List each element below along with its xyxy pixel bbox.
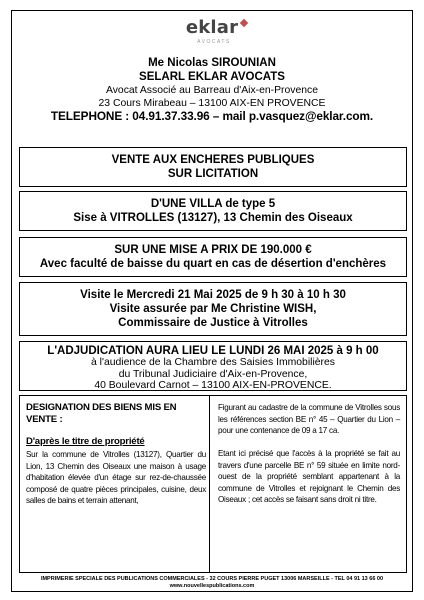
visit-box: [19, 282, 407, 336]
sale-type-line1: VENTE AUX ENCHERES PUBLIQUES: [111, 154, 315, 166]
property-designation: [19, 395, 407, 573]
property-line1: D'UNE VILLA de type 5: [150, 198, 276, 210]
contact-telephone-mail: TELEPHONE : 04.91.37.33.96 – mail p.vasquez@eklar.com.: [50, 109, 374, 123]
legal-notice-page: [11, 10, 413, 592]
sale-type-box: [19, 147, 407, 187]
logo-brand: eklar: [185, 17, 239, 38]
starting-price-line1: SUR UNE MISE A PRIX DE 190.000 €: [114, 244, 312, 256]
property-line2: Sise à VITROLLES (13127), 13 Chemin des Oiseaux: [73, 212, 353, 224]
visit-line1: Visite le Mercredi 21 Mai 2025 de 9 h 30 à 10 h 30: [80, 289, 346, 301]
adjudication-line1: L'ADJUDICATION AURA LIEU LE LUNDI 26 MAI 2025 à 9 h 00: [47, 345, 379, 357]
lawyer-name: Me Nicolas SIROUNIAN: [148, 57, 276, 69]
adjudication-line3: du Tribunal Judiciaire d'Aix-en-Provence,: [118, 368, 308, 380]
printer-website: www.nouvellespublications.com: [169, 583, 255, 589]
property-box: [19, 191, 407, 231]
cadastre-text: Figurant au cadastre de la commune de Vitrolles sous les références section BE n° 45 – Quartier du Lion – pour une contenance de 09 a 17 ca.: [218, 403, 400, 436]
starting-price-box: [19, 237, 407, 277]
visit-line2: Visite assurée par Me Christine WISH,: [109, 303, 317, 315]
logo-diamond-icon: [240, 19, 248, 27]
visit-line3: Commissaire de Justice à Vitrolles: [118, 317, 308, 329]
bar-affiliation: Avocat Associé au Barreau d'Aix-en-Provence: [105, 85, 319, 96]
designation-right-column: [210, 396, 406, 572]
firm-name: SELARL EKLAR AVOCATS: [139, 71, 285, 83]
logo-tagline: AVOCATS: [197, 39, 231, 45]
lawyer-header: [12, 11, 412, 141]
designation-subtitle: D'après le titre de propriété: [26, 436, 145, 447]
designation-left-column: [20, 396, 210, 572]
adjudication-line4: 40 Boulevard Carnot – 13100 AIX-EN-PROVENCE.: [94, 380, 332, 391]
firm-address: 23 Cours Mirabeau – 13100 AIX-EN PROVENCE: [98, 98, 326, 109]
sale-type-line2: SUR LICITATION: [167, 168, 259, 180]
eklar-logo: [12, 17, 412, 57]
adjudication-line2: à l'audience de la Chambre des Saisies Immobilières: [91, 357, 335, 368]
printer-footer: [12, 576, 412, 590]
designation-title: DESIGNATION DES BIENS MIS EN VENTE :: [26, 402, 177, 425]
designation-left-text: Sur la commune de Vitrolles (13127), Quartier du Lion, 13 Chemin des Oiseaux une maison à usage d'habitation élevée d'un étage sur rez-de-chaussée composé de quatre pièces principales, cuisine, deux salles de bains et terrain attenant,: [26, 450, 206, 506]
adjudication-box: [19, 341, 407, 391]
access-text: Etant ici précisé que l'accès à la propriété se fait au travers d'une parcelle BE n° 59 située en limite nord-ouest de la propriété semblant appartenant à la commune de Vitrolles et rejoignant le Chemin des Oiseaux ; cet accès se faisant sans droit ni titre.: [218, 449, 400, 505]
starting-price-line2: Avec faculté de baisse du quart en cas de désertion d'enchères: [39, 258, 387, 270]
printer-info: IMPRIMERIE SPECIALE DES PUBLICATIONS COMMERCIALES - 32 COURS PIERRE PUGET 13006 MARSEILLE - TEL 04 91 13 66 00: [40, 576, 384, 582]
